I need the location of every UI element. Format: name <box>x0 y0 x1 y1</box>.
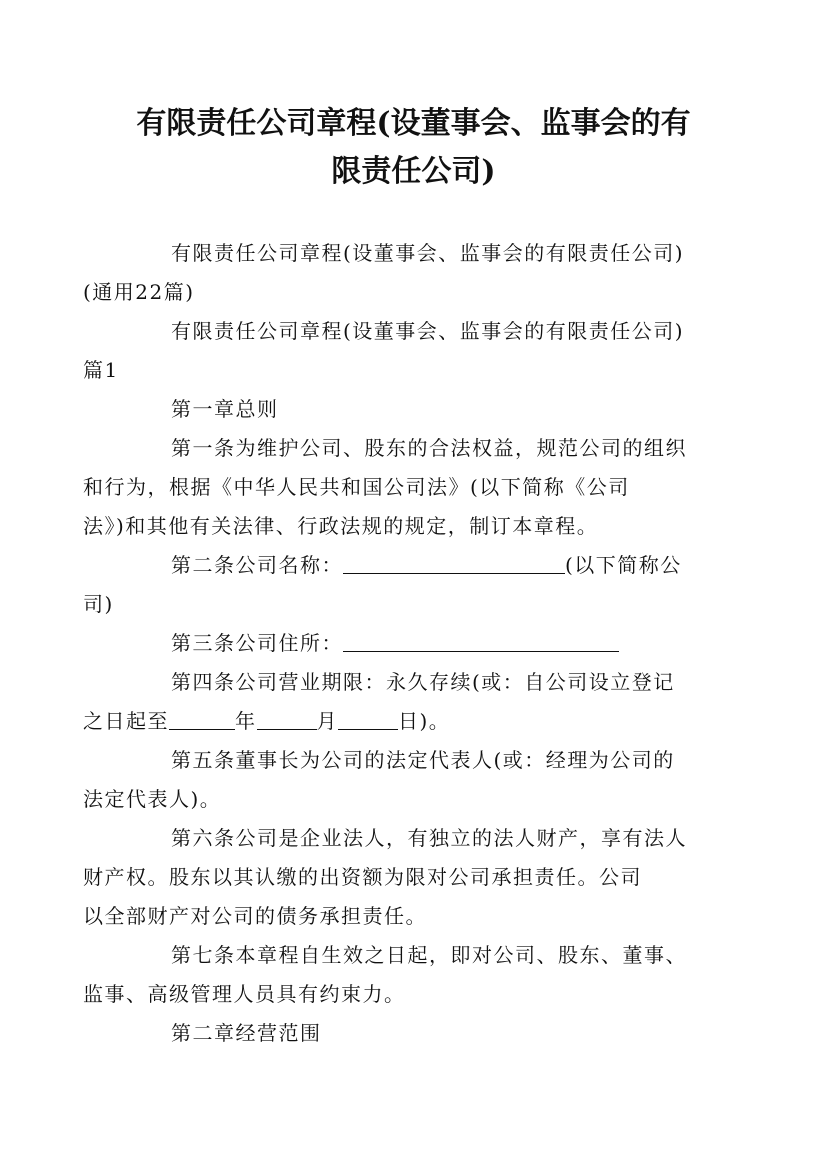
heading-line-1: 有限责任公司章程(设董事会、监事会的有限责任公司) <box>171 241 685 265</box>
article-5 <box>83 741 707 819</box>
article-3-line-1 <box>127 624 707 663</box>
article-7-line-1: 第七条本章程自生效之日起，即对公司、股东、董事、 <box>171 943 687 967</box>
month-blank <box>257 709 317 730</box>
article-5-line-2: 法定代表人)。 <box>83 787 222 811</box>
article-6 <box>83 819 707 936</box>
article-1-line-2: 和行为，根据《中华人民共和国公司法》(以下简称《公司 <box>83 475 630 499</box>
article-2 <box>83 546 707 624</box>
article-4 <box>83 663 707 741</box>
heading-paragraph <box>83 234 707 312</box>
article-4-line-1: 第四条公司营业期限：永久存续(或：自公司设立登记 <box>171 670 675 694</box>
article-3 <box>127 624 707 663</box>
part-1-line-2: 篇1 <box>83 358 119 382</box>
title-line-2: 限责任公司) <box>331 154 496 189</box>
document-body <box>83 234 707 1053</box>
company-address-blank <box>343 631 619 652</box>
article-6-line-2: 财产权。股东以其认缴的出资额为限对公司承担责任。公司 <box>83 865 642 889</box>
day-label: 日)。 <box>398 709 451 733</box>
article-6-line-1: 第六条公司是企业法人，有独立的法人财产，享有法人 <box>171 826 687 850</box>
year-label: 年 <box>235 709 257 733</box>
article-1-line-3: 法》)和其他有关法律、行政法规的规定，制订本章程。 <box>83 514 599 538</box>
article-2-line-1 <box>127 546 707 585</box>
article-4-line-2 <box>83 702 707 741</box>
heading-line-2: (通用22篇) <box>83 280 195 304</box>
year-blank <box>169 709 235 730</box>
chapter-1-text: 第一章总则 <box>171 397 279 421</box>
article-7-line-2: 监事、高级管理人员具有约束力。 <box>83 982 406 1006</box>
article-1 <box>83 429 707 546</box>
title-line-1: 有限责任公司章程(设董事会、监事会的有 <box>136 106 691 141</box>
article-5-line-1: 第五条董事长为公司的法定代表人(或：经理为公司的 <box>171 748 675 772</box>
chapter-2-text: 第二章经营范围 <box>171 1021 322 1045</box>
article-7 <box>83 936 707 1014</box>
chapter-1-heading <box>127 390 707 429</box>
document-title <box>100 100 727 196</box>
month-label: 月 <box>316 709 338 733</box>
part-1-heading <box>83 312 707 390</box>
article-4-prefix: 之日起至 <box>83 709 169 733</box>
article-2-line-2: 司) <box>83 592 114 616</box>
article-6-line-3: 以全部财产对公司的债务承担责任。 <box>83 904 427 928</box>
article-2-prefix: 第二条公司名称： <box>171 553 343 577</box>
article-2-suffix: (以下简称公 <box>565 553 682 577</box>
article-3-prefix: 第三条公司住所： <box>171 631 343 655</box>
company-name-blank <box>343 553 565 574</box>
article-1-line-1: 第一条为维护公司、股东的合法权益，规范公司的组织 <box>171 436 687 460</box>
day-blank <box>338 709 398 730</box>
part-1-line-1: 有限责任公司章程(设董事会、监事会的有限责任公司) <box>171 319 685 343</box>
chapter-2-heading <box>127 1014 707 1053</box>
